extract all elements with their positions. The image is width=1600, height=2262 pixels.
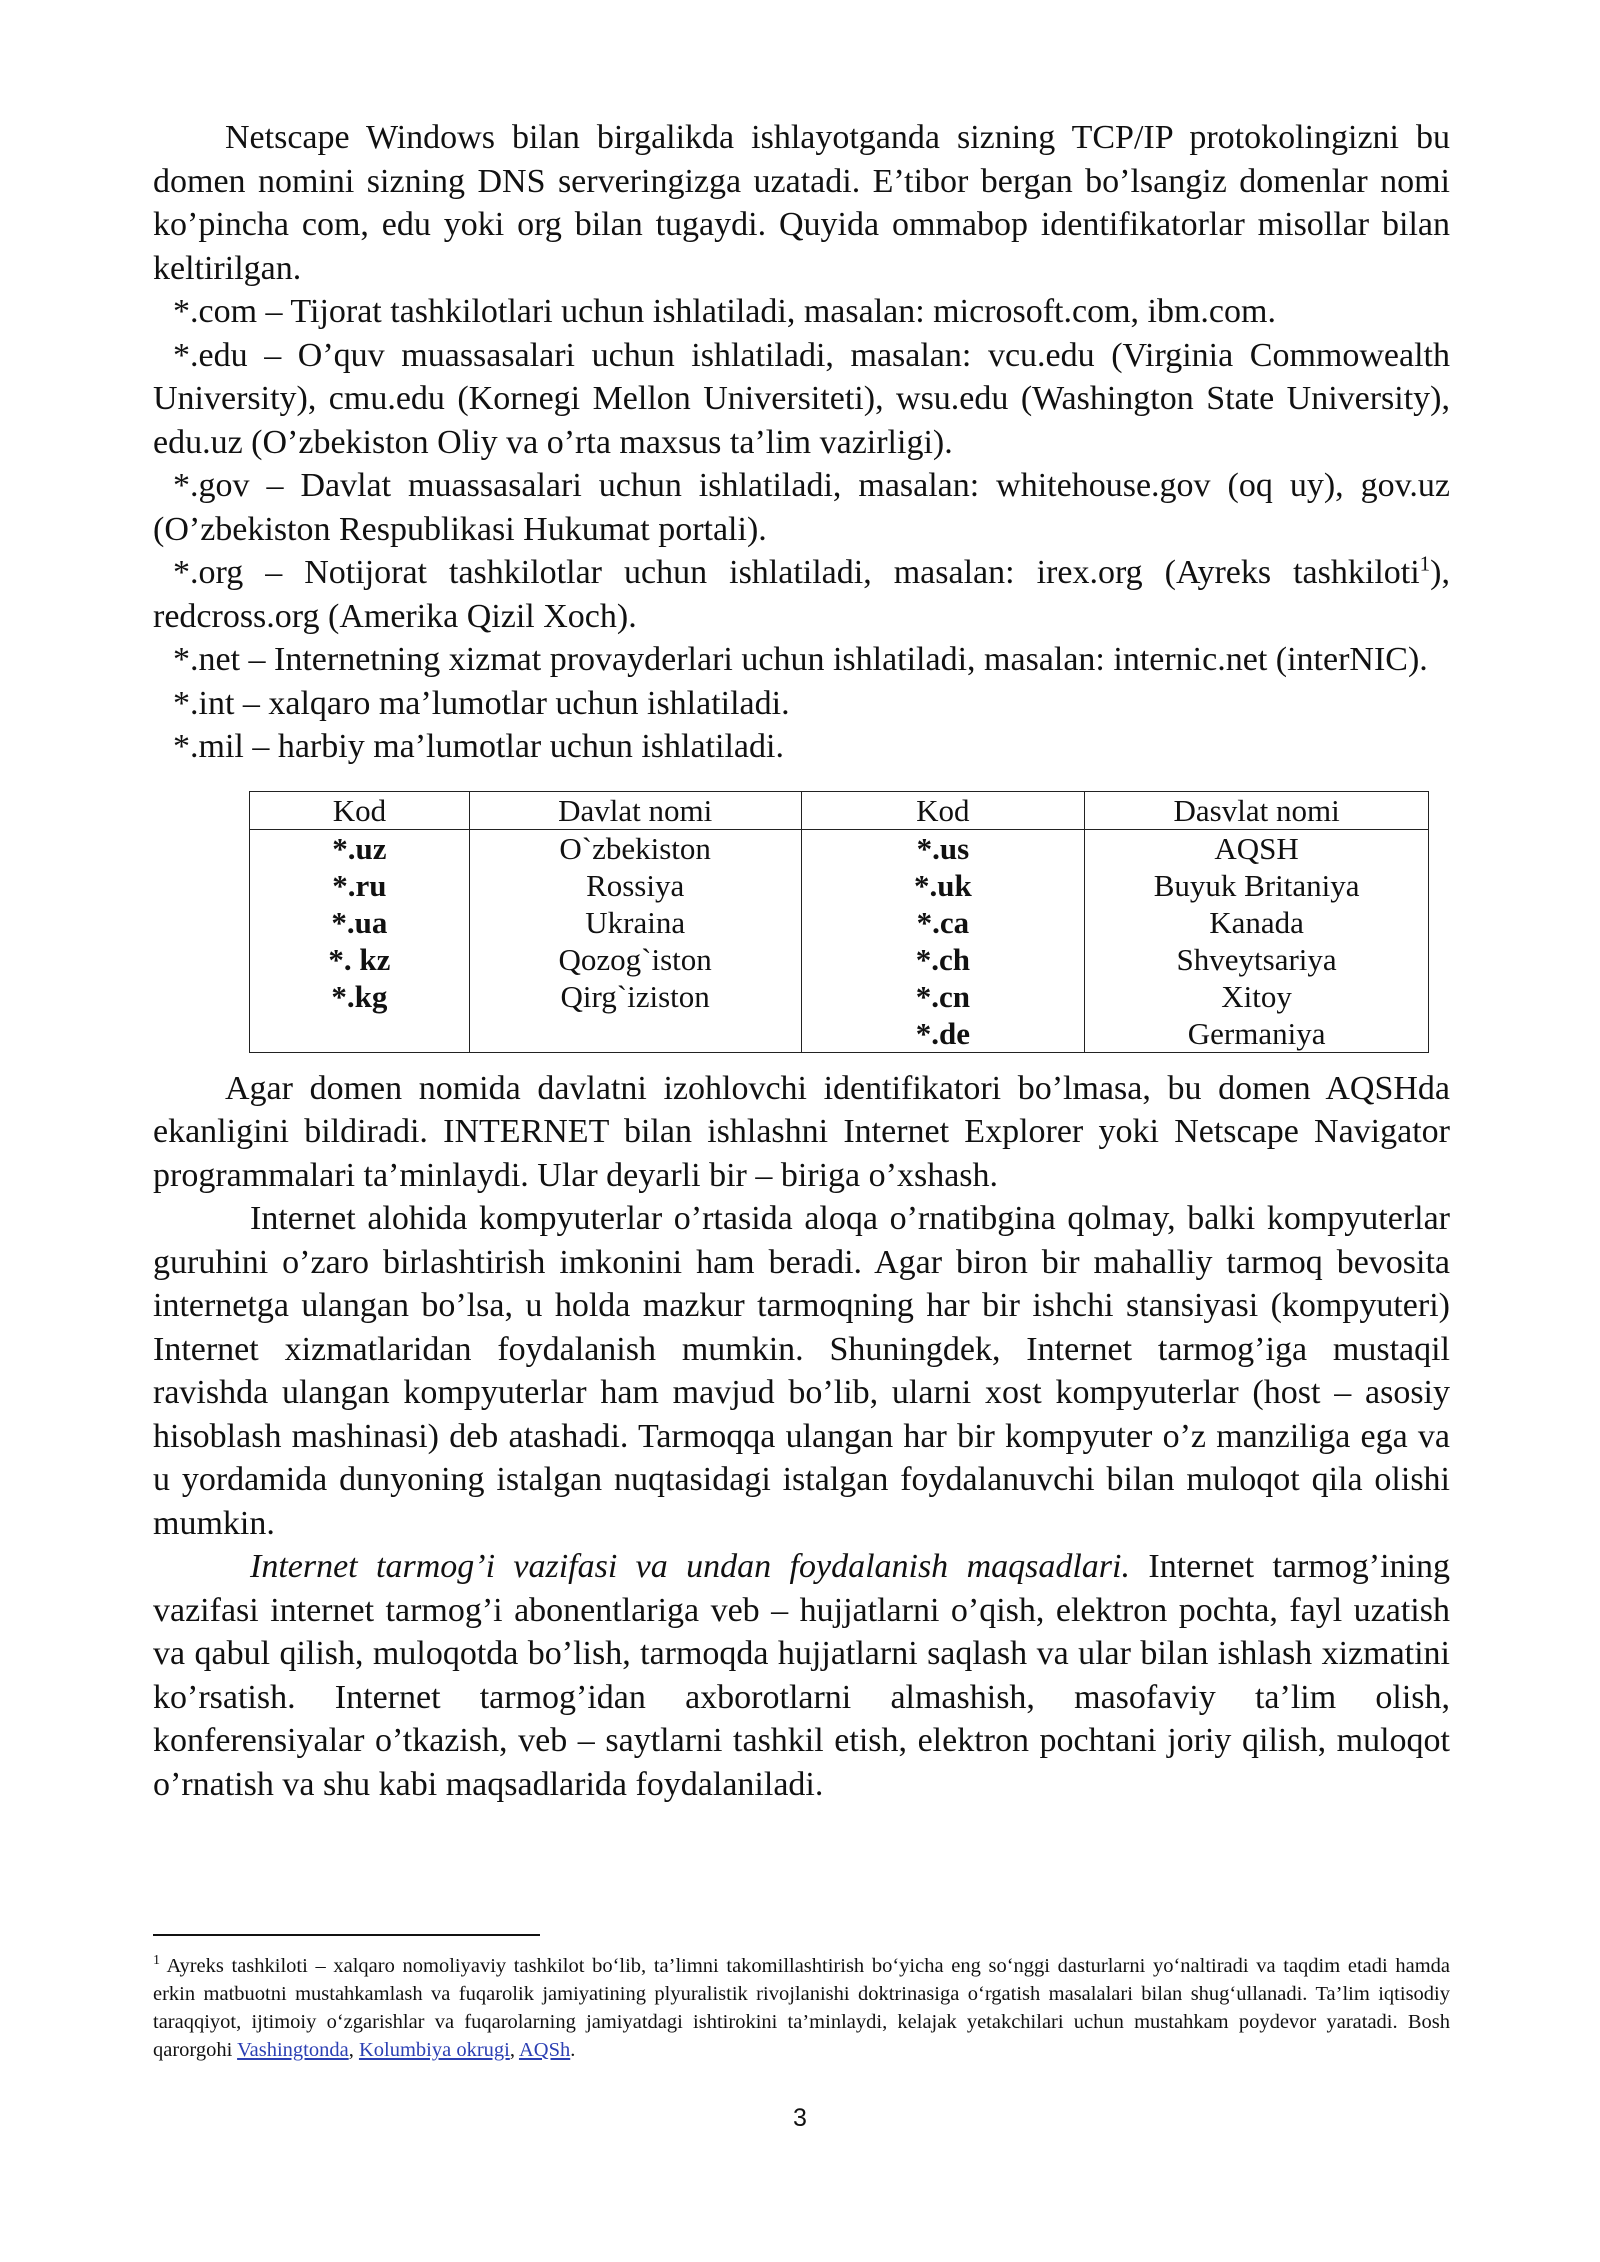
table-cell: *. kz — [250, 941, 470, 978]
table-row — [250, 941, 1429, 978]
link-aqsh[interactable]: AQSh — [518, 2039, 571, 2061]
link-vashingtonda[interactable]: Vashingtonda — [237, 2039, 349, 2061]
table-row — [250, 978, 1429, 1015]
table-cell: Rossiya — [469, 867, 801, 904]
header-code-2: Kod — [801, 791, 1085, 829]
table-cell: Buyuk Britaniya — [1085, 867, 1429, 904]
footnote-text: Ayreks tashkiloti – xalqaro nomoliyaviy tashkilot bo‘lib, ta’limni takomillashtirish bo‘yicha eng so‘nggi dasturlarni yo‘naltiradi va taqdim etadi hamda erkin matbuotni mustahkamlash va fuqarolik jamiyatining plyuralistik rivojlanishi doktrinasiga o‘rgatish masalalari bilan shug‘ullanadi. Ta’lim iqtisodiy taraqqiyot, ijtimoiy o‘zgarishlar va fuqarolarning jamiyatdagi ishtirokini ta’minlaydi, kelajak yetakchilari uchun mustahkam poydevor yaratadi. Bosh qarorgohi — [153, 1955, 1450, 2061]
table-cell: *.de — [801, 1015, 1085, 1053]
paragraph-country-note: Agar domen nomida davlatni izohlovchi identifikatori bo’lmasa, bu domen AQSHda ekanligini bildiradi. INTERNET bilan ishlashni Internet Explorer yoki Netscape Navigator programmalari ta’minlaydi. Ular deyarli bir – biriga o’xshash. — [153, 1069, 1450, 1194]
paragraph-networks: Internet alohida kompyuterlar o’rtasida aloqa o’rnatibgina qolmay, balki kompyuterlar guruhini o’zaro birlashtirish imkonini ham beradi. Agar biron bir mahalliy tarmoq bevosita internetga ulangan bo’lsa, u holda mazkur tarmoqning har bir ishchi stansiyasi (kompyuteri) Internet xizmatlaridan foydalanish mumkin. Shuningdek, Internet tarmog’iga mustaqil ravishda ulangan kompyuterlar ham mavjud bo’lib, ularni xost kompyuterlar (host – asosiy hisoblash mashinasi) deb atashadi. Tarmoqqa ulangan har bir kompyuter o’z manziliga ega va u yordamida dunyoning istalgan nuqtasidagi istalgan foydalanuvchi bilan muloqot qila olishi mumkin. — [153, 1200, 1450, 1542]
table-cell: Qozog`iston — [469, 941, 801, 978]
table-cell: *.uk — [801, 867, 1085, 904]
table-cell: Germaniya — [1085, 1015, 1429, 1053]
paragraph-com: *.com – Tijorat tashkilotlari uchun ishlatiladi, masalan: microsoft.com, ibm.com. — [173, 293, 1276, 330]
section-heading-italic: Internet tarmog’i vazifasi va undan foydalanish maqsadlari. — [250, 1548, 1130, 1585]
table-cell: *.ru — [250, 867, 470, 904]
country-domain-table — [249, 791, 1429, 1053]
table-cell: AQSH — [1085, 829, 1429, 867]
table-cell: Shveytsariya — [1085, 941, 1429, 978]
org-text-a: *.org – Notijorat tashkilotlar uchun ishlatiladi, masalan: irex.org (Ayreks tashkiloti — [173, 554, 1420, 591]
table-cell: *.cn — [801, 978, 1085, 1015]
table-cell: *.ch — [801, 941, 1085, 978]
footnote-separator-1: , — [348, 2039, 359, 2061]
footnote-ref[interactable]: 1 — [1419, 551, 1431, 576]
table-cell — [250, 1015, 470, 1053]
table-cell: Kanada — [1085, 904, 1429, 941]
table-cell: *.kg — [250, 978, 470, 1015]
table-cell: Ukraina — [469, 904, 801, 941]
paragraph-org — [153, 551, 1450, 638]
table-row — [250, 867, 1429, 904]
link-kolumbiya-okrugi[interactable]: Kolumbiya okrugi — [358, 2039, 510, 2061]
paragraph-gov: *.gov – Davlat muassasalari uchun ishlatiladi, masalan: whitehouse.gov (oq uy), gov.uz (O’zbekiston Respublikasi Hukumat portali). — [153, 467, 1450, 548]
table-row — [250, 904, 1429, 941]
table-cell — [469, 1015, 801, 1053]
paragraph-int: *.int – xalqaro ma’lumotlar uchun ishlatiladi. — [173, 684, 790, 722]
main-text — [153, 116, 1450, 1806]
org-text-b: ), redcross.org (Amerika Qizil Xoch). — [153, 554, 1450, 635]
paragraph-purposes — [153, 1545, 1450, 1806]
paragraph-edu: *.edu – O’quv muassasalari uchun ishlatiladi, masalan: vcu.edu (Virginia Commowealth University), cmu.edu (Kornegi Mellon Universiteti), wsu.edu (Washington State University), edu.uz (O’zbekiston Oliy va o’rta maxsus ta’lim vazirligi). — [153, 336, 1450, 461]
header-country-1: Davlat nomi — [469, 791, 801, 829]
page-number: 3 — [793, 2104, 807, 2132]
paragraph-net: *.net – Internetning xizmat provayderlari uchun ishlatiladi, masalan: internic.net (interNIC). — [173, 641, 1428, 678]
paragraph-mil: *.mil – harbiy ma’lumotlar uchun ishlatiladi. — [173, 728, 784, 765]
footnote — [153, 1952, 1450, 2064]
table-cell: *.us — [801, 829, 1085, 867]
table-cell: *.ua — [250, 904, 470, 941]
table-row — [250, 1015, 1429, 1053]
paragraph-intro: Netscape Windows bilan birgalikda ishlayotganda sizning TCP/IP protokolingizni bu domen nomini sizning DNS serveringizga uzatadi. E’tibor bergan bo’lsangiz domenlar nomi ko’pincha com, edu yoki org bilan tugaydi. Quyida ommabop identifikatorlar misollar bilan keltirilgan. — [153, 119, 1450, 287]
header-code-1: Kod — [250, 791, 470, 829]
purposes-text: Internet tarmog’ining vazifasi internet tarmog’i abonentlariga veb – hujjatlarni o’qish, elektron pochta, fayl uzatish va qabul qilish, muloqotda bo’lish, tarmoqda hujjatlarni saqlash va ular bilan ishlash xizmatini ko’rsatish. Internet tarmog’idan axborotlarni almashish, masofaviy ta’lim olish, konferensiyalar o’tkazish, veb – saytlarni tashkil etish, elektron pochtani joriy qilish, muloqot o’rnatish va shu kabi maqsadlarida foydalaniladi. — [153, 1548, 1450, 1803]
table-row — [250, 829, 1429, 867]
footnote-number: 1 — [153, 1953, 160, 1969]
footnote-separator-2: , — [509, 2039, 519, 2061]
header-country-2: Dasvlat nomi — [1085, 791, 1429, 829]
table-cell: O`zbekiston — [469, 829, 801, 867]
table-cell: *.uz — [250, 829, 470, 867]
table-cell: *.ca — [801, 904, 1085, 941]
footnote-separator — [153, 1934, 540, 1936]
table-cell: Xitoy — [1085, 978, 1429, 1015]
table-header-row — [250, 791, 1429, 829]
footnote-end: . — [570, 2039, 576, 2061]
table-cell: Qirg`iziston — [469, 978, 801, 1015]
